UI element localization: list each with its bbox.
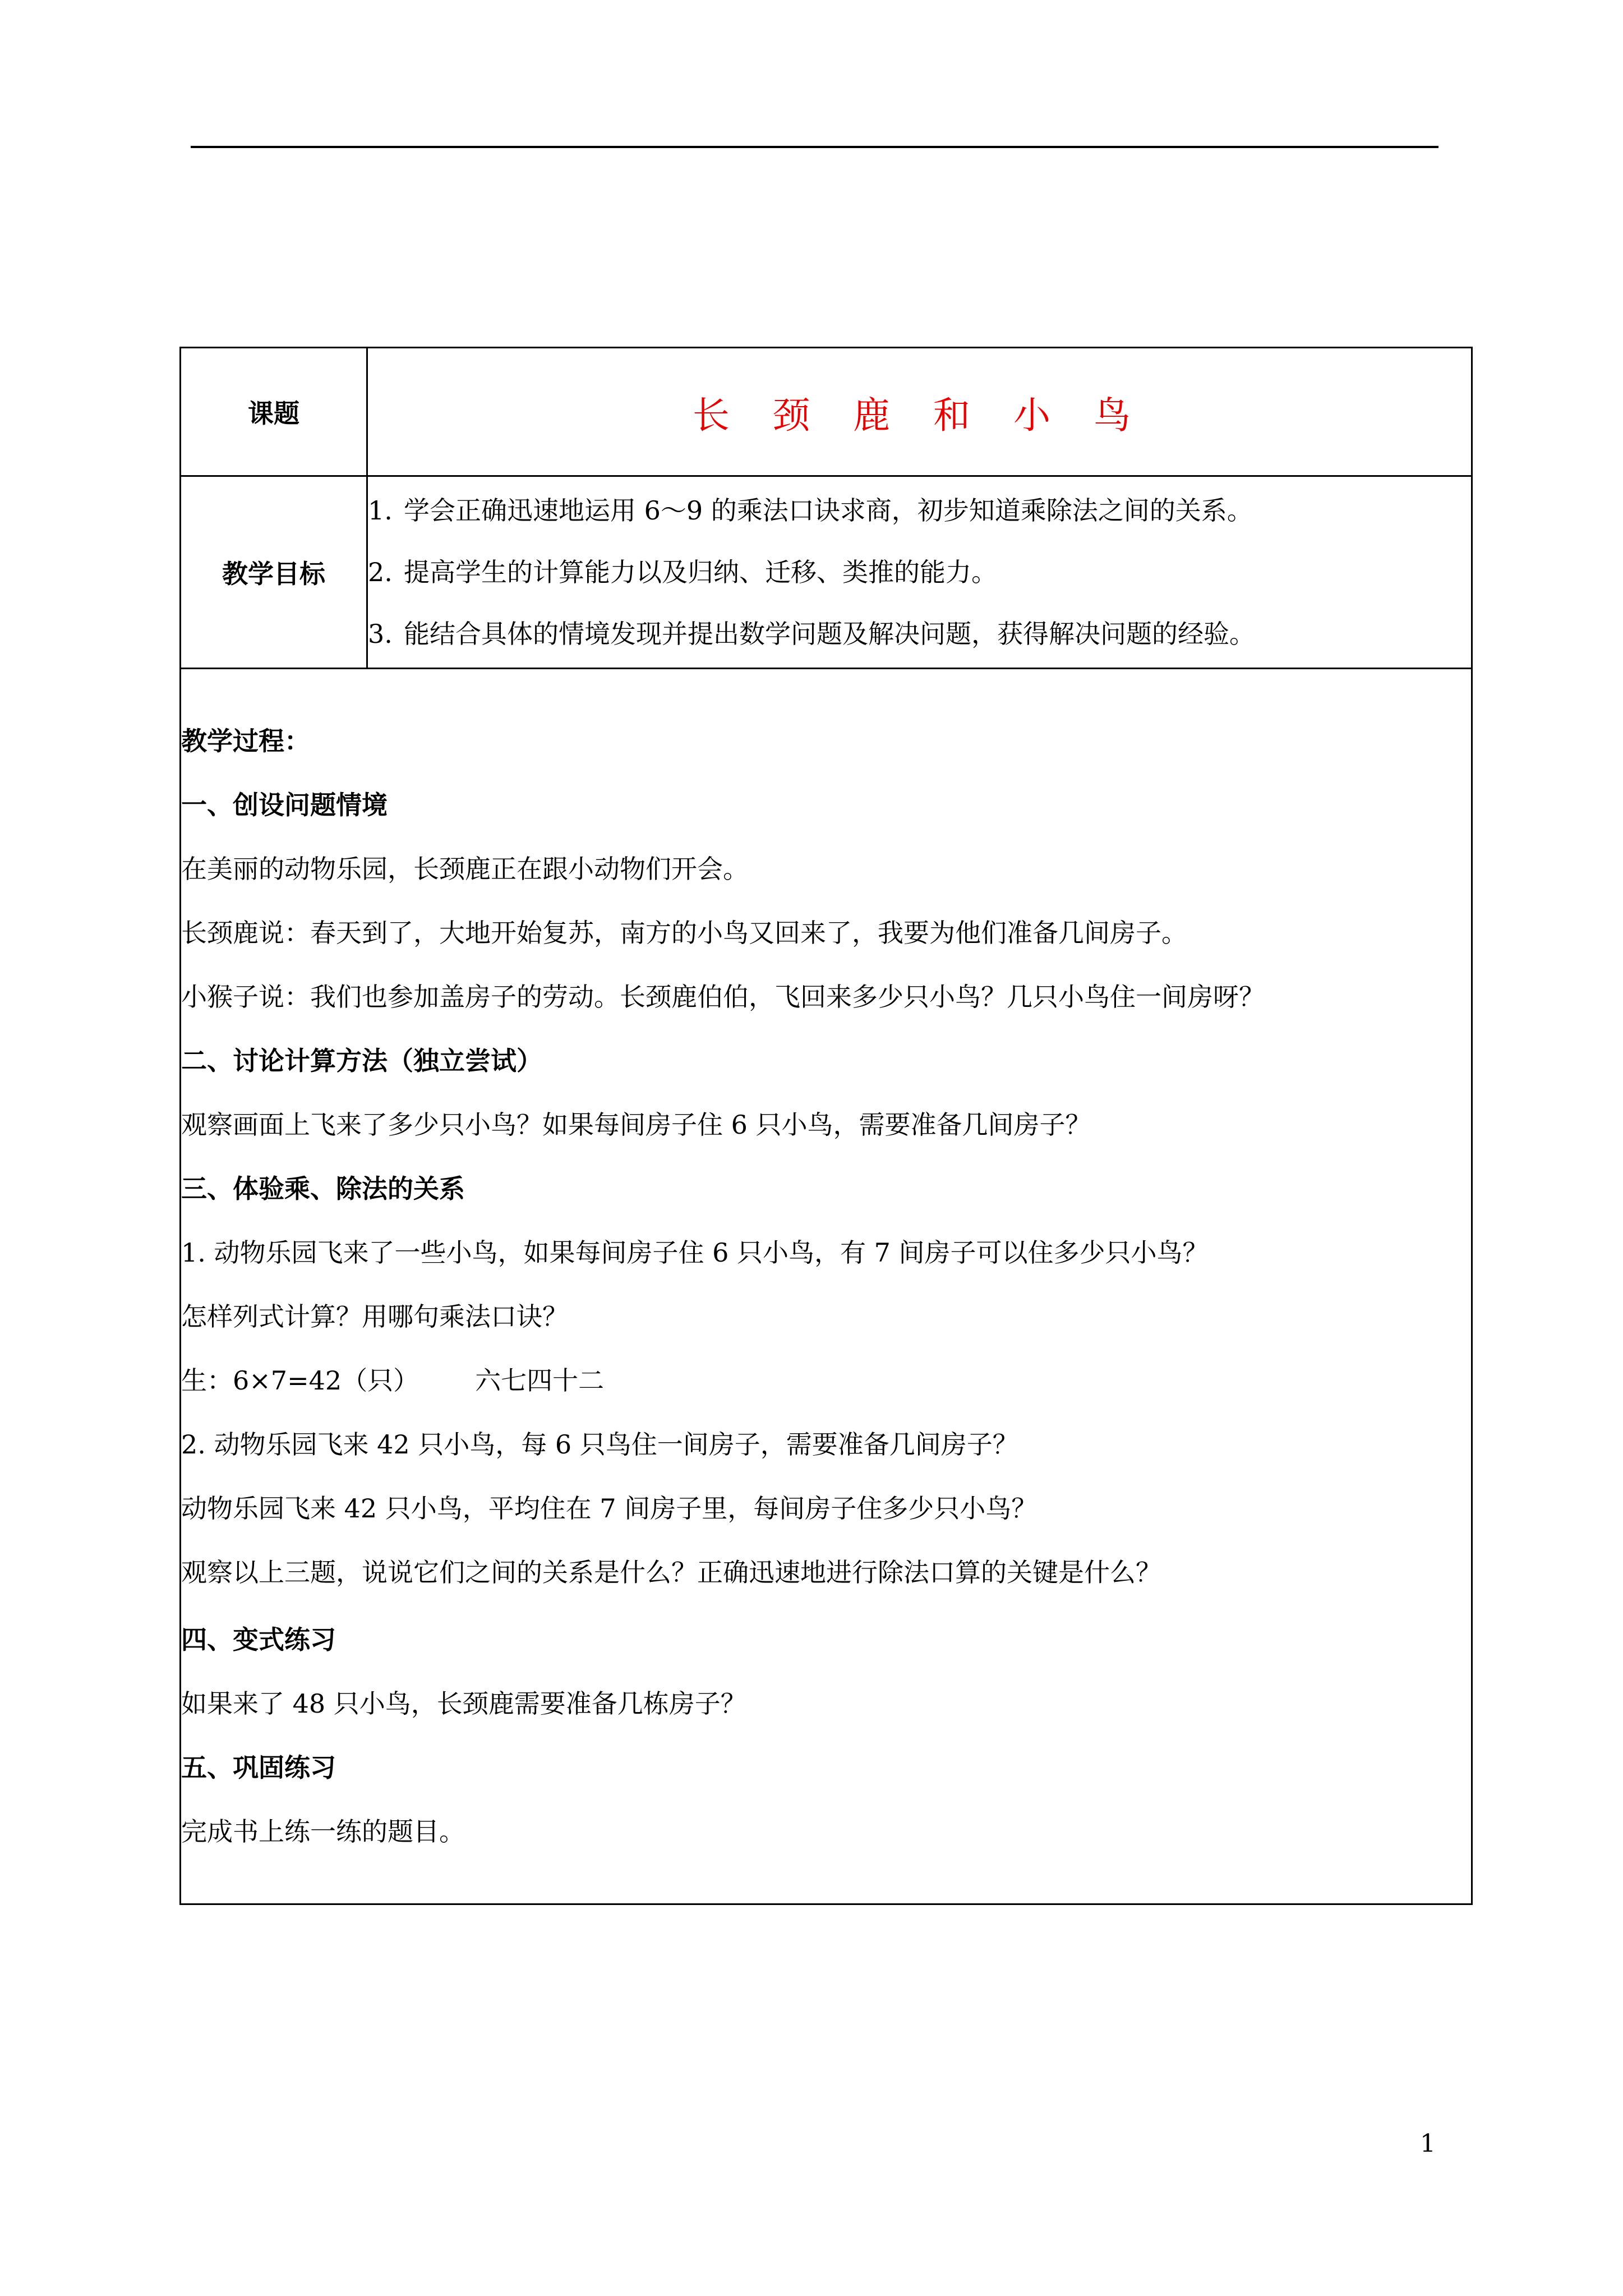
answer-equation: 生：6×7=42（只） (181, 1365, 419, 1396)
goal-item (368, 480, 1471, 541)
paragraph: 2. 动物乐园飞来 42 只小鸟，每 6 只鸟住一间房子，需要准备几间房子？ (181, 1429, 1018, 1460)
goal-text: 能结合具体的情境发现并提出数学问题及解决问题，获得解决问题的经验。 (404, 619, 1255, 649)
answer-line (181, 1349, 1471, 1412)
paragraph: 观察画面上飞来了多少只小鸟？如果每间房子住 6 只小鸟，需要准备几间房子？ (181, 1110, 1091, 1140)
section-title: 三、体验乘、除法的关系 (181, 1174, 465, 1204)
section-title: 二、讨论计算方法（独立尝试） (181, 1046, 542, 1076)
paragraph: 1. 动物乐园飞来了一些小鸟，如果每间房子住 6 只小鸟，有 7 间房子可以住多少只小鸟？ (181, 1237, 1209, 1268)
goal-text: 提高学生的计算能力以及归纳、迁移、类推的能力。 (404, 557, 997, 587)
lesson-plan-table (179, 347, 1473, 1905)
section-title: 一、创设问题情境 (181, 790, 388, 820)
topic-row (181, 348, 1472, 476)
paragraph: 观察以上三题，说说它们之间的关系是什么？正确迅速地进行除法口算的关键是什么？ (181, 1557, 1161, 1588)
process-heading: 教学过程： (181, 726, 310, 756)
topic-label: 课题 (181, 348, 367, 476)
process-cell (181, 669, 1472, 1904)
paragraph: 长颈鹿说：春天到了，大地开始复苏，南方的小鸟又回来了，我要为他们准备几间房子。 (181, 918, 1187, 948)
goal-number: 1. (368, 495, 393, 526)
header-rule (191, 146, 1438, 148)
section-title: 四、变式练习 (181, 1625, 336, 1655)
goal-item (368, 603, 1471, 665)
lesson-title-cell (367, 348, 1472, 476)
section-title: 五、巩固练习 (181, 1752, 336, 1783)
paragraph: 小猴子说：我们也参加盖房子的劳动。长颈鹿伯伯，飞回来多少只小鸟？几只小鸟住一间房呀？ (181, 982, 1265, 1012)
paragraph: 如果来了 48 只小鸟，长颈鹿需要准备几栋房子？ (181, 1688, 746, 1719)
paragraph: 完成书上练一练的题目。 (181, 1816, 465, 1847)
goal-text: 学会正确迅速地运用 6～9 的乘法口诀求商，初步知道乘除法之间的关系。 (404, 495, 1253, 526)
lesson-title: 长 颈 鹿 和 小 鸟 (693, 393, 1146, 437)
multiplication-rhyme: 六七四十二 (475, 1365, 605, 1396)
process-row (181, 669, 1472, 1904)
paragraph: 动物乐园飞来 42 只小鸟，平均住在 7 间房子里，每间房子住多少只小鸟？ (181, 1493, 1038, 1524)
goal-number: 2. (368, 557, 393, 587)
goal-item (368, 541, 1471, 603)
page-number: 1 (1420, 2129, 1436, 2158)
goals-cell (367, 476, 1472, 669)
paragraph: 怎样列式计算？用哪句乘法口诀？ (181, 1301, 568, 1332)
goal-number: 3. (368, 619, 393, 649)
goals-label: 教学目标 (181, 476, 367, 669)
paragraph: 在美丽的动物乐园，长颈鹿正在跟小动物们开会。 (181, 854, 749, 884)
goals-row (181, 476, 1472, 669)
